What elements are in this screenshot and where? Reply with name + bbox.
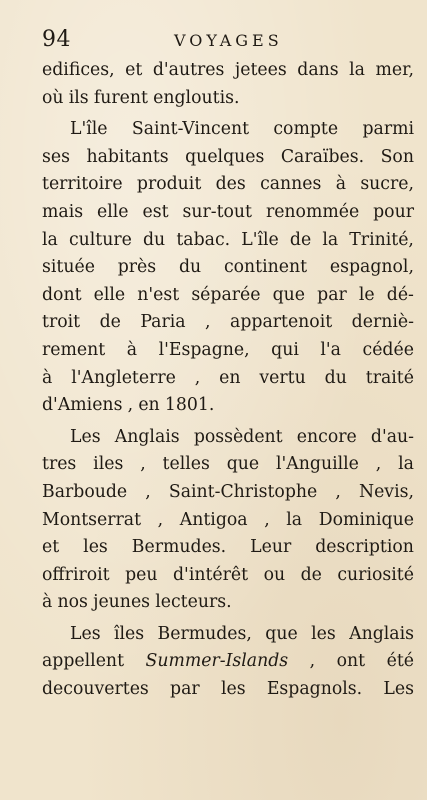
word: Dominique [318, 509, 414, 530]
word: Les [383, 679, 414, 700]
word: compte [273, 119, 339, 140]
word: la [349, 60, 365, 80]
word: culture [68, 229, 132, 250]
word: Anglais [349, 623, 414, 644]
word: dans [297, 60, 339, 80]
text-line [42, 648, 414, 676]
word: du [143, 229, 166, 250]
word: cédée [362, 339, 414, 360]
word: sucre, [360, 174, 414, 195]
text-line [42, 199, 414, 227]
word: encore [296, 426, 357, 447]
word: la [322, 229, 339, 250]
text-line [42, 676, 414, 704]
word: sur-tout [182, 201, 252, 222]
text-line [42, 116, 414, 144]
word: est [142, 201, 169, 222]
word: 1801. [164, 395, 215, 416]
word: Barboude [42, 481, 128, 502]
word: Les [70, 426, 101, 447]
word: derniè- [351, 312, 414, 333]
word: , [145, 481, 151, 502]
running-head [42, 26, 401, 54]
word: tabac. [176, 229, 231, 250]
word: le [358, 284, 375, 305]
word: et [42, 537, 60, 558]
word: produit [136, 174, 202, 195]
word: iles [93, 454, 124, 475]
word: la [398, 454, 414, 475]
word: de [300, 564, 322, 585]
word: appartenoit [230, 312, 333, 333]
word: traité [365, 367, 414, 388]
running-title: VOYAGES [174, 31, 283, 50]
word: appellent [42, 651, 125, 672]
word: séparée [191, 284, 261, 305]
word: été [386, 651, 414, 672]
word: la [286, 509, 303, 530]
text-line [42, 507, 414, 535]
word: , [375, 454, 382, 475]
word: ou [263, 564, 286, 585]
word: mer, [375, 60, 414, 80]
word: ont [336, 651, 366, 672]
word: elle [97, 201, 129, 222]
word: ils [68, 87, 89, 108]
word: du [178, 257, 202, 278]
word: Leur [250, 537, 292, 558]
word: des [215, 174, 246, 195]
word: nos [57, 592, 88, 613]
word: lecteurs. [155, 592, 232, 613]
word: que [272, 284, 306, 305]
word: les [311, 623, 336, 644]
word: Anglais [114, 426, 180, 447]
text-line [42, 451, 414, 479]
word: , [335, 481, 341, 502]
word: Antigoa [179, 509, 248, 530]
text-line [42, 144, 414, 172]
word: que [265, 623, 298, 644]
word: , [194, 367, 201, 388]
text-line [42, 424, 414, 452]
word: à [335, 174, 347, 195]
word: dont [42, 284, 82, 305]
paragraph [42, 116, 414, 420]
text-line [42, 589, 414, 617]
text-line [42, 254, 414, 282]
word: espagnol, [329, 257, 414, 278]
word: la [42, 229, 58, 250]
word: à [126, 339, 138, 360]
word: curiosité [337, 564, 414, 585]
paragraph [42, 424, 414, 617]
word: d'autres [152, 60, 225, 80]
text-line [42, 392, 414, 420]
word: L'île [70, 119, 108, 140]
word: , [264, 509, 270, 530]
word: continent [223, 257, 308, 278]
word: Bermudes. [131, 537, 227, 558]
paragraph [42, 57, 414, 112]
word: engloutis. [153, 87, 240, 108]
word: , [140, 454, 146, 475]
text-line [42, 534, 414, 562]
word: Montserrat [42, 509, 142, 530]
word: Saint-Vincent [131, 119, 250, 140]
word: à [42, 592, 53, 613]
word: pour [373, 201, 414, 222]
text-line [42, 85, 414, 113]
word: Summer-Islands [145, 651, 289, 672]
word: renommée [265, 201, 360, 222]
word: territoire [42, 174, 123, 195]
word: l'Espagne, [158, 339, 250, 360]
word: de [99, 312, 121, 333]
word: en [138, 395, 160, 416]
word: d'au- [370, 426, 414, 447]
word: peu [125, 564, 158, 585]
word: tres [42, 454, 77, 475]
text-line [42, 365, 414, 393]
word: cannes [260, 174, 322, 195]
word: les [83, 537, 108, 558]
word: Nevis, [358, 481, 414, 502]
word: l'Angleterre [71, 367, 176, 388]
paragraph [42, 621, 414, 704]
text-line [42, 621, 414, 649]
word: d'Amiens [42, 395, 123, 416]
text-line [42, 562, 414, 590]
word: Trinité, [349, 229, 414, 250]
word: offriroit [42, 564, 110, 585]
word: , [205, 312, 211, 333]
word: du [324, 367, 347, 388]
word: dé- [386, 284, 414, 305]
text-line [42, 309, 414, 337]
text-line [42, 282, 414, 310]
word: en [219, 367, 241, 388]
word: jetees [234, 60, 287, 80]
word: telles [162, 454, 210, 475]
word: mais [42, 201, 84, 222]
word: près [117, 257, 157, 278]
word: par [317, 284, 347, 305]
text-line [42, 171, 414, 199]
word: quelques [185, 146, 265, 167]
word: vertu [259, 367, 306, 388]
word: l'Anguille [276, 454, 359, 475]
word: possèdent [193, 426, 283, 447]
word: n'est [137, 284, 180, 305]
word: où [42, 87, 64, 108]
word: Paria [140, 312, 186, 333]
word: , [127, 395, 134, 416]
word: l'a [320, 339, 341, 360]
word: qui [271, 339, 299, 360]
word: îles [113, 623, 145, 644]
word: rement [42, 339, 106, 360]
word: parmi [362, 119, 414, 140]
body-text [42, 57, 414, 704]
word: et [125, 60, 143, 80]
text-line [42, 337, 414, 365]
word: habitants [86, 146, 169, 167]
page-number: 94 [42, 27, 71, 52]
word: edifices, [42, 60, 115, 80]
word: à [42, 367, 53, 388]
word: de [289, 229, 312, 250]
word: Bermudes, [157, 623, 252, 644]
text-line [42, 57, 414, 85]
word: par [170, 679, 200, 700]
text-line [42, 479, 414, 507]
word: Saint-Christophe [168, 481, 318, 502]
word: , [309, 651, 316, 672]
word: Espagnols. [266, 679, 363, 700]
word: description [315, 537, 414, 558]
word: furent [93, 87, 148, 108]
word: ses [42, 146, 70, 167]
word: troit [42, 312, 81, 333]
word: que [226, 454, 260, 475]
word: d'intérêt [173, 564, 249, 585]
word: , [157, 509, 164, 530]
text-line [42, 227, 414, 255]
word: jeunes [93, 592, 151, 613]
word: elle [93, 284, 126, 305]
word: L'île [241, 229, 279, 250]
word: decouvertes [42, 679, 149, 700]
word: Les [70, 623, 101, 644]
word: les [220, 679, 246, 700]
word: Son [380, 146, 414, 167]
word: située [42, 257, 95, 278]
word: Caraïbes. [280, 146, 365, 167]
